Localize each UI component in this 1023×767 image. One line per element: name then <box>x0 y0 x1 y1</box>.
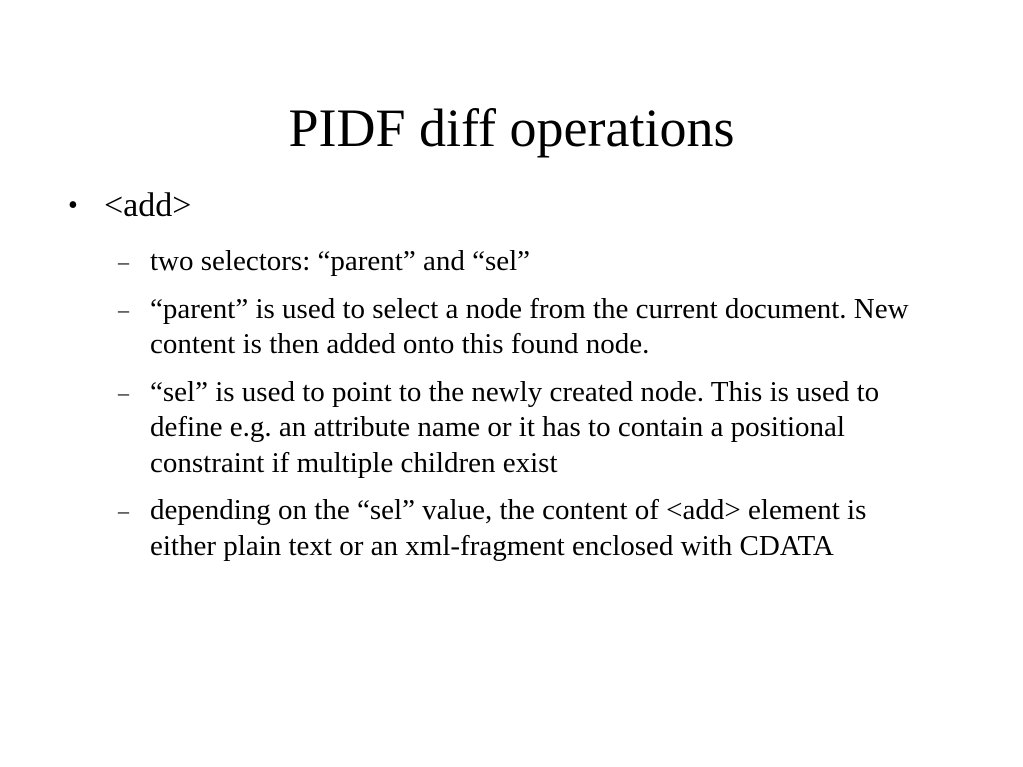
sub-bullet-text: “parent” is used to select a node from the current document. New content is then added onto this found node. <box>150 292 909 360</box>
bullet-text: <add> <box>104 187 192 224</box>
sub-bullet-item <box>118 292 938 363</box>
dash-marker: – <box>118 296 129 322</box>
sub-bullet-text: two selectors: “parent” and “sel” <box>150 245 531 277</box>
sub-bullet-item <box>118 375 938 482</box>
bullet-item <box>68 184 968 228</box>
dash-marker: – <box>118 249 129 274</box>
dash-marker: – <box>118 379 129 405</box>
sub-bullet-text: depending on the “sel” value, the content of <add> element is either plain text or an xml-fragment enclosed with CDATA <box>150 494 867 562</box>
dash-marker: – <box>118 498 129 523</box>
sub-bullet-item <box>118 493 938 564</box>
bullet-marker: • <box>68 190 78 221</box>
sub-bullet-item <box>118 244 938 280</box>
sub-bullet-list <box>118 244 938 576</box>
slide-title: PIDF diff operations <box>288 98 735 158</box>
sub-bullet-text: “sel” is used to point to the newly created node. This is used to define e.g. an attribute name or it has to contain a positional constraint if multiple children exist <box>150 375 880 479</box>
